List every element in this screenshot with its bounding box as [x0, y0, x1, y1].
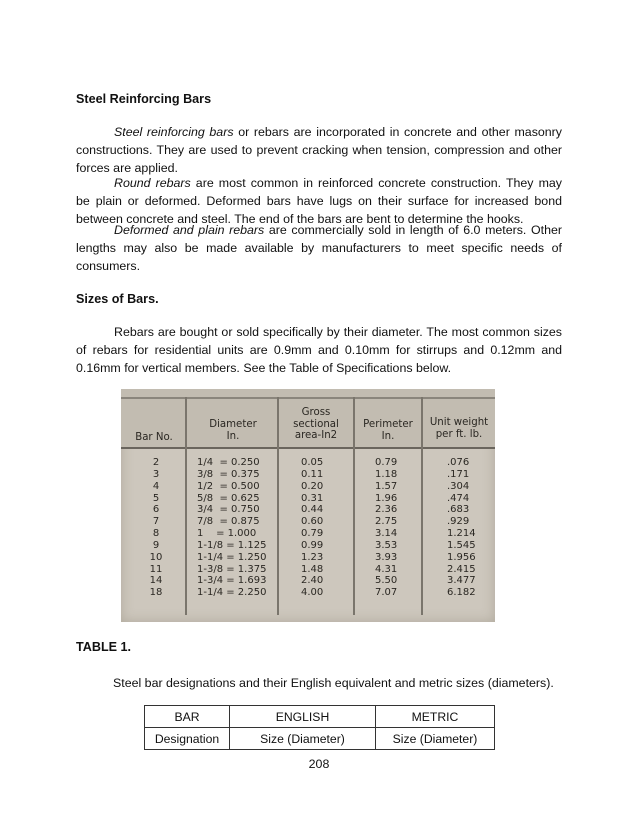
paragraph-text: are most common in reinforced concrete construction. They may be plain or deformed. Deformed bars have lugs on their surface for increased bond between concrete and steel. The end of the bars are bent to determine the hooks.	[76, 176, 562, 226]
paragraph-text: are commercially sold in length of 6.0 meters. Other lengths may also be made available by manufacturers to meet specific needs of consumers.	[76, 223, 562, 273]
scan-header-perimeter-line1: Perimeter	[363, 419, 413, 430]
scan-cell-area: 0.79	[301, 528, 324, 540]
scan-cell-bar-no: 10	[149, 551, 163, 563]
scan-cell-unit-weight: .076	[447, 457, 470, 468]
scan-cell-perimeter: 2.75	[375, 516, 398, 528]
scan-header-gross-line2: sectional	[293, 418, 339, 430]
scan-column-perimeter	[375, 457, 415, 599]
scan-header-perimeter	[355, 419, 421, 442]
scan-header-perimeter-line2: In.	[381, 430, 395, 442]
emphasis-round-rebars: Round rebars	[114, 176, 191, 190]
scan-cell-unit-weight: .304	[447, 480, 470, 492]
scan-header-diameter	[191, 419, 275, 442]
scan-cell-unit-weight: 2.415	[447, 563, 476, 575]
scan-divider	[421, 397, 423, 615]
scan-cell-area: 0.44	[301, 504, 324, 516]
specification-table-scan	[121, 389, 495, 622]
scan-cell-area: 0.05	[301, 457, 324, 468]
scan-cell-unit-weight: 1.214	[447, 528, 476, 540]
scan-cell-bar-no: 14	[149, 575, 163, 587]
scan-cell-diameter: 3/4 = 0.750	[197, 504, 260, 516]
scan-cell-perimeter: 1.18	[375, 468, 398, 480]
scan-cell-area: 1.23	[301, 551, 324, 563]
scan-cell-bar-no: 11	[149, 563, 163, 575]
scan-cell-diameter: 5/8 = 0.625	[197, 492, 260, 504]
table-row	[145, 706, 495, 728]
scan-cell-bar-no: 18	[149, 587, 163, 599]
scan-cell-diameter: 1-3/4 = 1.693	[197, 575, 267, 587]
scan-cell-area: 0.31	[301, 492, 324, 504]
scan-cell-diameter: 1-1/4 = 2.250	[197, 587, 267, 599]
scan-cell-perimeter: 1.96	[375, 492, 398, 504]
emphasis-steel-reinforcing-bars: Steel reinforcing bars	[114, 125, 234, 139]
scan-cell-area: 2.40	[301, 575, 324, 587]
paragraph-deformed-plain	[76, 222, 562, 275]
scan-cell-bar-no: 9	[152, 539, 160, 551]
scan-cell-bar-no: 7	[152, 516, 160, 528]
scan-cell-perimeter: 3.93	[375, 551, 398, 563]
section-heading-sizes: Sizes of Bars.	[76, 292, 159, 306]
scan-header-gross-line3: area-In2	[294, 430, 338, 441]
scan-cell-unit-weight: 1.956	[447, 551, 476, 563]
table-cell: Size (Diameter)	[230, 728, 376, 750]
table-cell: ENGLISH	[230, 706, 376, 728]
scan-cell-area: 0.60	[301, 516, 324, 528]
scan-header-gross-line1: Gross	[301, 407, 331, 418]
scan-cell-unit-weight: .474	[447, 492, 470, 504]
scan-cell-area: 1.48	[301, 563, 324, 575]
scan-divider	[277, 397, 279, 615]
page-number: 208	[308, 757, 330, 771]
scan-cell-perimeter: 3.14	[375, 528, 398, 540]
scan-cell-perimeter: 2.36	[375, 504, 398, 516]
table-cell: BAR	[145, 706, 230, 728]
scan-column-area	[301, 457, 341, 599]
scan-cell-bar-no: 4	[152, 480, 160, 492]
scan-cell-bar-no: 2	[152, 457, 160, 468]
table-cell: METRIC	[376, 706, 495, 728]
scan-cell-perimeter: 5.50	[375, 575, 398, 587]
scan-cell-unit-weight: .683	[447, 504, 470, 516]
table-cell: Size (Diameter)	[376, 728, 495, 750]
scan-cell-perimeter: 1.57	[375, 480, 398, 492]
scan-cell-diameter: 7/8 = 0.875	[197, 516, 260, 528]
scan-cell-diameter: 1-1/8 = 1.125	[197, 539, 267, 551]
table-cell: Designation	[145, 728, 230, 750]
scan-cell-diameter: 1-1/4 = 1.250	[197, 551, 267, 563]
scan-header-gross-area	[281, 407, 351, 442]
scan-divider	[185, 397, 187, 615]
scan-header-diameter-line1: Diameter	[209, 419, 257, 430]
table-label: TABLE 1.	[76, 640, 132, 654]
scan-cell-diameter: 1/4 = 0.250	[197, 457, 260, 468]
paragraph-steel-bars	[76, 124, 562, 177]
scan-header-bar-no: Bar No.	[135, 432, 173, 443]
scan-cell-unit-weight: .929	[447, 516, 470, 528]
scan-cell-area: 4.00	[301, 587, 324, 599]
paragraph-sizes: Rebars are bought or sold specifically by their diameter. The most common sizes of rebars for residential units are 0.9mm and 0.10mm for stirrups and 0.12mm and 0.16mm for vertical members. See the Table of Specifications below.	[76, 325, 562, 375]
table-row	[145, 728, 495, 750]
scan-cell-bar-no: 5	[152, 492, 160, 504]
scan-cell-unit-weight: .171	[447, 468, 470, 480]
scan-cell-diameter: 3/8 = 0.375	[197, 468, 260, 480]
paragraph-text: or rebars are incorporated in concrete and other masonry constructions. They are used to prevent cracking when tension, compression and other forces are applied.	[76, 125, 562, 175]
scan-cell-bar-no: 6	[152, 504, 160, 516]
scan-cell-unit-weight: 6.182	[447, 587, 476, 599]
scan-cell-perimeter: 0.79	[375, 457, 398, 468]
scan-header-unit-line2: per ft. lb.	[435, 428, 483, 440]
table-caption: Steel bar designations and their English equivalent and metric sizes (diameters).	[113, 676, 554, 690]
scan-cell-area: 0.11	[301, 468, 324, 480]
section-heading-steel-bars: Steel Reinforcing Bars	[76, 92, 212, 106]
emphasis-deformed-plain-rebars: Deformed and plain rebars	[114, 223, 265, 237]
scan-column-unit-weight	[447, 457, 487, 599]
scan-cell-diameter: 1-3/8 = 1.375	[197, 563, 267, 575]
bar-designation-table	[144, 705, 495, 750]
scan-cell-unit-weight: 1.545	[447, 539, 476, 551]
scan-column-diameter	[197, 457, 277, 599]
scan-header-unit-line1: Unit weight	[429, 417, 489, 428]
paragraph-round-rebars	[76, 175, 562, 228]
scan-cell-area: 0.20	[301, 480, 324, 492]
scan-cell-unit-weight: 3.477	[447, 575, 476, 587]
scan-header-diameter-line2: In.	[226, 430, 240, 442]
scan-cell-bar-no: 3	[152, 468, 160, 480]
scan-cell-diameter: 1/2 = 0.500	[197, 480, 260, 492]
scan-cell-area: 0.99	[301, 539, 324, 551]
scan-header-unit-weight	[425, 417, 493, 440]
scan-top-rule	[121, 397, 495, 399]
scan-cell-perimeter: 7.07	[375, 587, 398, 599]
scan-cell-perimeter: 4.31	[375, 563, 398, 575]
scan-cell-diameter: 1 = 1.000	[197, 528, 257, 540]
scan-cell-bar-no: 8	[152, 528, 160, 540]
scan-column-bar-no	[141, 457, 171, 599]
scan-cell-perimeter: 3.53	[375, 539, 398, 551]
